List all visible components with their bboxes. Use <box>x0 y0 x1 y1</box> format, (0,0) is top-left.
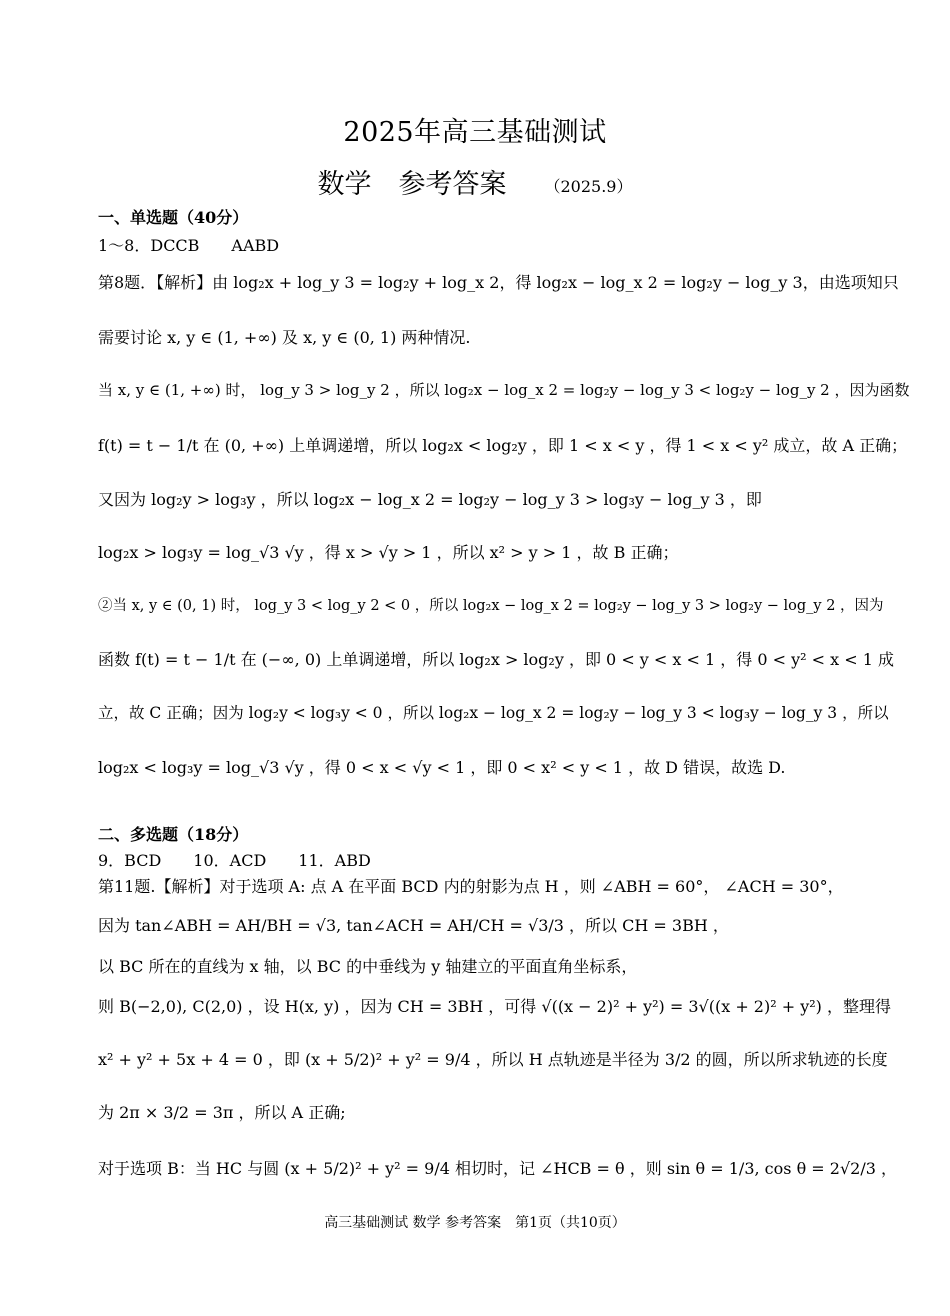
q8-line: 第8题．【解析】由 log₂x + log_y 3 = log₂y + log_x 2，得 log₂x − log_x 2 = log₂y − log_y 3，由选项知只 <box>98 273 899 292</box>
q11-line: 以 BC 所在的直线为 x 轴，以 BC 的中垂线为 y 轴建立的平面直角坐标系， <box>98 957 638 976</box>
q11-line: 对于选项 B：当 HC 与圆 (x + 5/2)² + y² = 9/4 相切时，记 ∠HCB = θ ，则 sin θ = 1/3, cos θ = 2√2/3 ， <box>98 1159 897 1178</box>
q8-line: log₂x > log₃y = log_√3 √y ，得 x > √y > 1 ，所以 x² > y > 1 ，故 B 正确； <box>98 543 679 562</box>
section-2-answers: 9．BCD 10．ACD 11．ABD <box>98 851 371 870</box>
q11-line: 因为 tan∠ABH = AH/BH = √3, tan∠ACH = AH/CH = √3/3 ，所以 CH = 3BH ， <box>98 916 729 935</box>
q11-line: 则 B(−2,0), C(2,0) ，设 H(x, y) ，因为 CH = 3BH ，可得 √((x − 2)² + y²) = 3√((x + 2)² + y²) ，整理得 <box>98 997 892 1016</box>
q8-line: log₂x < log₃y = log_√3 √y ，得 0 < x < √y < 1 ，即 0 < x² < y < 1 ，故 D 错误，故选 D. <box>98 758 786 777</box>
section-1-heading: 一、单选题（40分） <box>98 208 249 227</box>
page-title: 2025年高三基础测试 <box>343 117 607 148</box>
q8-line: 函数 f(t) = t − 1/t 在 (−∞, 0) 上单调递增，所以 log₂x > log₂y ，即 0 < y < x < 1 ，得 0 < y² < x < 1 成 <box>98 650 895 669</box>
section-2-heading: 二、多选题（18分） <box>98 825 249 844</box>
q11-line: 第11题.【解析】对于选项 A: 点 A 在平面 BCD 内的射影为点 H ，则 ∠ABH = 60°， ∠ACH = 30°， <box>98 877 844 896</box>
q8-line: 立，故 C 正确；因为 log₂y < log₃y < 0 ，所以 log₂x − log_x 2 = log₂y − log_y 3 < log₃y − log_y 3 ，所以 <box>98 704 889 722</box>
page-footer: 高三基础测试 数学 参考答案 第1页（共10页） <box>324 1215 626 1231</box>
subtitle-text: 数学 参考答案 <box>317 169 507 200</box>
q8-line: f(t) = t − 1/t 在 (0, +∞) 上单调递增，所以 log₂x < log₂y ，即 1 < x < y ，得 1 < x < y² 成立，故 A 正确； <box>98 436 908 455</box>
q8-line: 当 x, y ∈ (1, +∞) 时， log_y 3 > log_y 2 ，所以 log₂x − log_x 2 = log₂y − log_y 3 < log₂y − log_y 2 ，因为函数 <box>98 381 910 399</box>
q11-line: x² + y² + 5x + 4 = 0 ，即 (x + 5/2)² + y² = 9/4 ，所以 H 点轨迹是半径为 3/2 的圆，所以所求轨迹的长度 <box>98 1050 888 1069</box>
q8-line: 又因为 log₂y > log₃y ，所以 log₂x − log_x 2 = log₂y − log_y 3 > log₃y − log_y 3 ，即 <box>98 490 762 509</box>
page-subtitle <box>0 162 950 201</box>
exam-date: （2025.9） <box>544 177 633 196</box>
q8-line: 需要讨论 x, y ∈ (1, +∞) 及 x, y ∈ (0, 1) 两种情况. <box>98 328 471 347</box>
section-1-answers: 1～8．DCCB AABD <box>98 236 280 255</box>
q11-line: 为 2π × 3/2 = 3π ，所以 A 正确; <box>98 1103 346 1122</box>
q8-line: ②当 x, y ∈ (0, 1) 时， log_y 3 < log_y 2 < 0 ，所以 log₂x − log_x 2 = log₂y − log_y 3 > log₂y − log_y 2 ，因为 <box>98 598 884 614</box>
